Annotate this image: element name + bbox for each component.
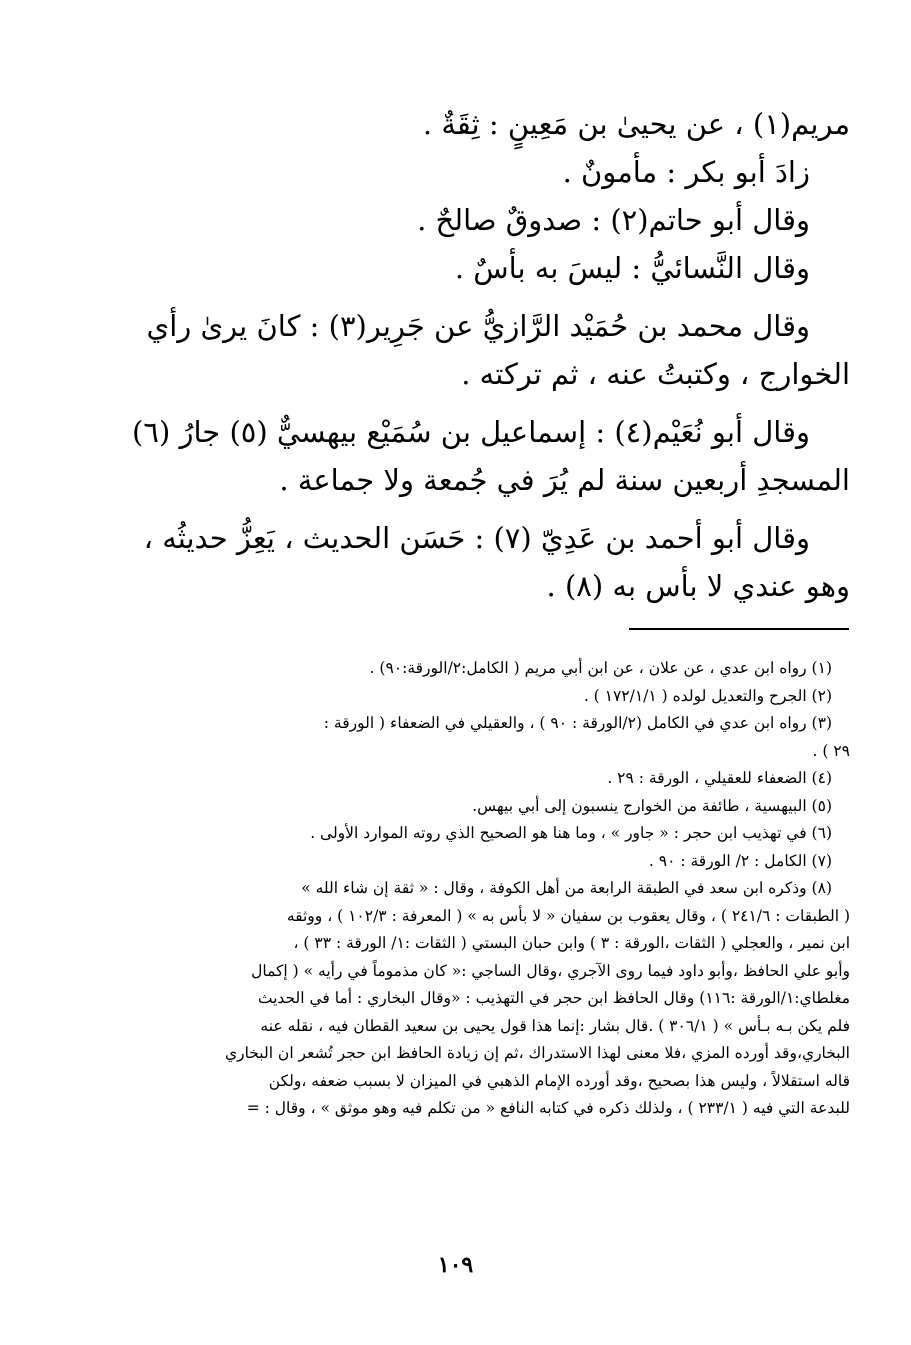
footnote-continuation: وأبو علي الحافظ ،وأبو داود فيما روى الآجري ،وقال الساجي :« كان مذموماً في رأيه » ( إكمال <box>251 961 850 980</box>
footnote-continuation: مغلطاي:١/الورقة :١١٦) وقال الحافظ ابن حجر في التهذيب : «وقال البخاري : أما في الحديث <box>257 989 850 1007</box>
main-line: زادَ أبو بكر : مأمونٌ . <box>562 155 810 189</box>
main-line: الخوارج ، وكتبتُ عنه ، ثم تركته . <box>461 357 850 391</box>
footnote-continuation: قاله استقلالاً ، وليس هذا بصحيح ،وقد أورده الإمام الذهبي في الميزان لا بسبب ضعفه ،ولكن <box>268 1071 850 1090</box>
footnote-continuation: البخاري،وقد أورده المزي ،فلا معنى لهذا الاستدراك ،ثم إن زيادة الحافظ ابن حجر تُشعر ان البخاري <box>224 1044 850 1062</box>
main-line: وقال محمد بن حُمَيْد الرَّازيُّ عن جَرِير(٣) : كانَ يرىٰ رأي <box>146 309 810 343</box>
page-number: ١٠٩ <box>437 1252 474 1278</box>
main-line: وقال النَّسائيُّ : ليسَ به بأسٌ . <box>454 251 810 285</box>
footnotes <box>160 655 850 1123</box>
footnote: (٧) الكامل : ٢/ الورقة : ٩٠ . <box>648 851 832 870</box>
main-text <box>132 100 850 610</box>
footnote: (٢) الجرح والتعديل لولده ( ١٧٢/١/١ ) . <box>583 686 832 705</box>
footnote-continuation: ( الطبقات : ٢٤١/٦ ) ، وقال يعقوب بن سفيان « لا بأس به » ( المعرفة : ١٠٢/٣ ) ، ووثقه <box>286 906 850 925</box>
footnote-divider <box>629 628 849 630</box>
footnote-continuation: للبدعة التي فيه ( ٢٣٣/١ ) ، ولذلك ذكره في كتابه النافع « من تكلم فيه وهو موثق » ، وقال : = <box>246 1099 850 1117</box>
footnote: (٦) في تهذيب ابن حجر : « جاور » ، وما هنا هو الصحيح الذي روته الموارد الأولى . <box>310 824 832 842</box>
footnote-continuation: ابن نمير ، والعجلي ( الثقات ،الورقة : ٣ ) وابن حبان البستي ( الثقات :١/ الورقة : ٣٣ ) ، <box>293 934 850 952</box>
footnote-continuation: ٢٩ ) . <box>812 741 850 760</box>
main-line: مريم(١) ، عن يحيىٰ بن مَعِينٍ : ثِقَةٌ . <box>422 107 850 141</box>
footnote: (٣) رواه ابن عدي في الكامل (٢/الورقة : ٩٠ ) ، والعقيلي في الضعفاء ( الورقة : <box>323 714 832 732</box>
main-line: وقال أبو حاتم(٢) : صدوقٌ صالحٌ . <box>417 203 810 237</box>
main-line: وقال أبو نُعَيْم(٤) : إسماعيل بن سُمَيْع بيهسيٌّ (٥) جارُ (٦) <box>132 415 810 449</box>
footnote: (٤) الضعفاء للعقيلي ، الورقة : ٢٩ . <box>607 769 832 787</box>
main-line: وهو عندي لا بأس به (٨) . <box>546 569 850 603</box>
main-line: المسجدِ أربعين سنة لم يُرَ في جُمعة ولا جماعة . <box>279 463 850 497</box>
footnote: (١) رواه ابن عدي ، عن علان ، عن ابن أبي مريم ( الكامل:٢/الورقة:٩٠) . <box>369 659 832 677</box>
footnote-continuation: فلم يكن بـه بـأس » ( ٣٠٦/١ ) .قال بشار :إنما هذا قول يحيى بن سعيد القطان فيه ، نقله عنه <box>260 1016 850 1035</box>
footnote: (٨) وذكره ابن سعد في الطبقة الرابعة من أهل الكوفة ، وقال : « ثقة إن شاء الله » <box>301 879 832 897</box>
main-line: وقال أبو أحمد بن عَدِيّ (٧) : حَسَن الحديث ، يَعِزُّ حديثُه ، <box>143 521 810 555</box>
footnote: (٥) البيهسية ، طائفة من الخوارج ينسبون إلى أبي بيهس. <box>472 796 832 815</box>
